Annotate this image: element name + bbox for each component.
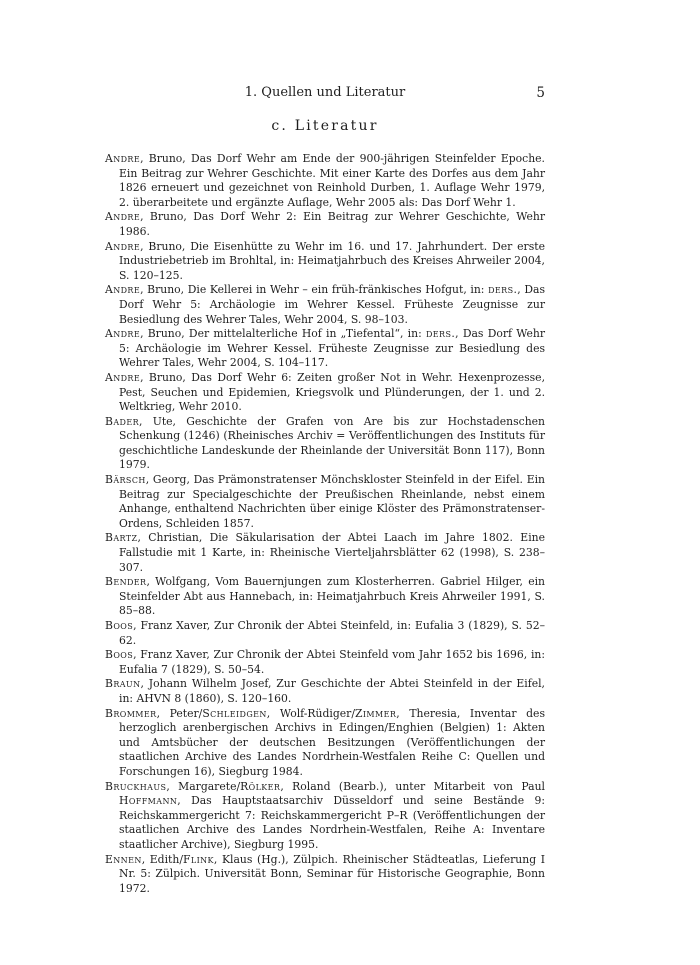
bibliography-entry (105, 283, 545, 327)
entry-text: , Johann Wilhelm Josef, Zur Geschichte der Abtei Steinfeld in der Eifel, in: AHVN 8 (1860), S. 120–160. (119, 677, 545, 705)
entry-coauthor: Hoffmann (119, 794, 178, 808)
entry-text: , Peter/ (156, 706, 203, 720)
entry-text: , Roland (Bearb.), unter Mitarbeit von Paul (280, 779, 545, 793)
entry-text: , Bruno, Die Kellerei in Wehr – ein früh-fränkisches Hofgut, in: (140, 283, 489, 297)
entry-text: , Franz Xaver, Zur Chronik der Abtei Steinfeld, in: Eufalia 3 (1829), S. 52–62. (119, 619, 545, 647)
entry-text: , Das Dorf Wehr 5: Archäologie im Wehrer Kessel. Früheste Zeugnisse zur Besiedlung des Wehrer Tales, Wehr 2004, S. 104–117. (119, 327, 545, 370)
entry-text: , Bruno, Das Dorf Wehr 2: Ein Beitrag zur Wehrer Geschichte, Wehr 1986. (119, 210, 545, 238)
entry-author: Bruckhaus (105, 779, 167, 793)
entry-author: Andre (105, 370, 141, 384)
entry-text: , Edith/ (141, 852, 183, 866)
entry-author: Andre (105, 283, 141, 297)
bibliography-entry (105, 531, 545, 575)
bibliography-entry (105, 371, 545, 415)
entry-author: Andre (105, 152, 141, 165)
running-head: 1. Quellen und Literatur (244, 85, 406, 100)
entry-author: Bender (105, 575, 147, 589)
page-header (105, 85, 545, 105)
entry-text: , Margarete/ (166, 779, 241, 793)
bibliography-list (105, 152, 545, 896)
entry-text: , Bruno, Das Dorf Wehr am Ende der 900-jährigen Steinfelder Epoche. Ein Beitrag zur Wehrer Geschichte. Mit einer Karte des Dorfes aus dem Jahr 1826 erneuert und gezeichnet von Reinhold Durben, 1. Auflage Wehr 1979, 2. überarbeitete und ergänzte Auflage, Wehr 2005 als: Das Dorf Wehr 1. (119, 152, 545, 209)
entry-text: , Wolfgang, Vom Bauernjungen zum Klosterherren. Gabriel Hilger, ein Steinfelder Abt aus Hannebach, in: Heimatjahrbuch Kreis Ahrweiler 1991, S. 85–88. (119, 575, 545, 618)
entry-text: , Theresia, Inventar des herzoglich arenbergischen Archivs in Edingen/Enghien (Belgien) 1: Akten und Amtsbücher der deutschen Besitzungen (Veröffentlichungen der staatlichen Archive des Landes Nordrhein-Westfalen Reihe C: Quellen und Forschungen 16), Siegburg 1984. (119, 706, 545, 778)
bibliography-entry (105, 648, 545, 677)
bibliography-entry (105, 780, 545, 853)
bibliography-entry (105, 415, 545, 473)
entry-text: , Das Dorf Wehr 5: Archäologie im Wehrer Kessel. Früheste Zeugnisse zur Besiedlung des Wehrer Tales, Wehr 2004, S. 98–103. (119, 283, 546, 326)
entry-author: Bärsch (105, 473, 146, 487)
entry-coauthor: ders. (425, 327, 456, 341)
entry-coauthor: Rölker (240, 779, 281, 793)
entry-author: Andre (105, 327, 141, 341)
section-title: c. Literatur (271, 118, 379, 134)
bibliography-entry (105, 152, 545, 210)
entry-author: Braun (105, 677, 141, 691)
entry-author: Boos (105, 619, 134, 632)
entry-coauthor: Zimmer (354, 706, 397, 720)
entry-text: , Bruno, Der mittelalterliche Hof in „Tiefental“, in: (140, 327, 426, 341)
entry-text: , Klaus (Hg.), Zülpich. Rheinischer Städteatlas, Lieferung I Nr. 5: Zülpich. Universität Bonn, Seminar für Historische Geographie, Bonn 1972. (119, 852, 545, 895)
page-number: 5 (536, 85, 545, 101)
entry-coauthor: Schleidgen (202, 706, 267, 720)
bibliography-entry (105, 619, 545, 648)
entry-author: Ennen (105, 852, 142, 866)
entry-text: , Das Hauptstaatsarchiv Düsseldorf und seine Bestände 9: Reichskammergericht 7: Reichskammergericht P–R (Veröffentlichungen der staatlichen Archive des Landes Nordrhein-Westfalen, Reihe A: Inventare staatlicher Archive), Siegburg 1995. (119, 794, 545, 851)
entry-coauthor: Flink (182, 852, 214, 866)
bibliography-entry (105, 853, 545, 897)
bibliography-entry (105, 677, 545, 706)
bibliography-entry (105, 210, 545, 239)
entry-text: , Bruno, Die Eisenhütte zu Wehr im 16. und 17. Jahrhundert. Der erste Industriebetrieb im Brohltal, in: Heimatjahrbuch des Kreises Ahrweiler 2004, S. 120–125. (119, 239, 545, 282)
bibliography-entry (105, 240, 545, 284)
entry-text: , Christian, Die Säkularisation der Abtei Laach im Jahre 1802. Eine Fallstudie mit 1 Karte, in: Rheinische Vierteljahrsblätter 62 (1998), S. 238–307. (119, 531, 545, 574)
entry-author: Bader (105, 414, 139, 428)
entry-author: Boos (105, 648, 134, 662)
entry-text: , Wolf-Rüdiger/ (266, 706, 355, 720)
entry-author: Brommer (105, 706, 157, 720)
bibliography-entry (105, 473, 545, 531)
entry-author: Bartz (105, 531, 138, 545)
entry-coauthor: ders. (488, 283, 518, 297)
entry-author: Andre (105, 239, 141, 253)
entry-text: , Franz Xaver, Zur Chronik der Abtei Steinfeld vom Jahr 1652 bis 1696, in: Eufalia 7 (1829), S. 50–54. (119, 648, 545, 676)
entry-text: , Ute, Geschichte der Grafen von Are bis zur Hochstadenschen Schenkung (1246) (Rheinisches Archiv = Veröffentlichungen des Instituts für geschichtliche Landeskunde der Rheinlande der Universität Bonn 117), Bonn 1979. (119, 414, 545, 472)
entry-text: , Bruno, Das Dorf Wehr 6: Zeiten großer Not in Wehr. Hexenprozesse, Pest, Seuchen und Epidemien, Kriegsvolk und Plünderungen, der 1. und 2. Weltkrieg, Wehr 2010. (119, 370, 545, 414)
bibliography-entry (105, 575, 545, 619)
bibliography-entry (105, 327, 545, 371)
entry-text: , Georg, Das Prämonstratenser Mönchskloster Steinfeld in der Eifel. Ein Beitrag zur Specialgeschichte der Preußischen Rheinlande, nebst einem Anhange, enthaltend Nachrichten über einige Klöster des Prämonstratenser-Ordens, Schleiden 1857. (119, 473, 545, 530)
bibliography-entry (105, 707, 545, 780)
entry-author: Andre (105, 210, 141, 224)
